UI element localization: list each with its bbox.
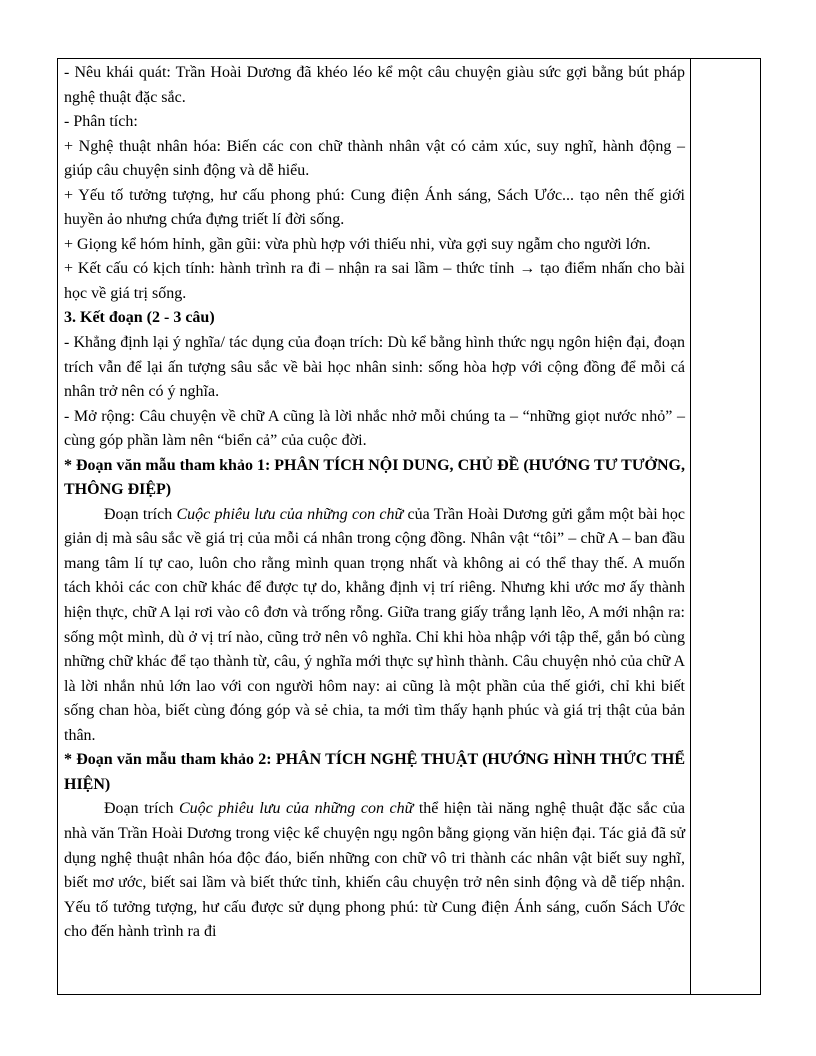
point-khang-dinh xyxy=(64,331,685,405)
point-phan-tich xyxy=(64,110,685,135)
text-run: - Mở rộng: Câu chuyện về chữ A cũng là lời nhắc nhở mỗi chúng ta – “những giọt nước nhỏ” – cùng góp phần làm nên “biển cả” của cuộc đời. xyxy=(64,407,685,450)
point-giong-ke xyxy=(64,233,685,258)
text-run: 3. Kết đoạn (2 - 3 câu) xyxy=(64,309,215,327)
text-run: - Khẳng định lại ý nghĩa/ tác dụng của đoạn trích: Dù kể bằng hình thức ngụ ngôn hiện đại, đoạn trích vẫn để lại ấn tượng sâu sắc về bài học nhân sinh: sống hòa hợp với cộng đồng để mỗi cá nhân trở nên có ý nghĩa. xyxy=(64,334,685,401)
text-run: + Yếu tố tưởng tượng, hư cấu phong phú: Cung điện Ánh sáng, Sách Ước... tạo nên thế giới huyền ảo nhưng chứa đựng triết lí đời sống. xyxy=(64,186,685,229)
point-mo-rong xyxy=(64,405,685,454)
point-nghe-thuat-nhan-hoa xyxy=(64,135,685,184)
heading-sample-1 xyxy=(64,454,685,503)
text-run: Cuộc phiêu lưu của những con chữ xyxy=(176,505,404,523)
text-run: thể hiện tài năng nghệ thuật đặc sắc của nhà văn Trần Hoài Dương trong việc kể chuyện ngụ ngôn bằng giọng văn hiện đại. Tác giả đã sử dụng nghệ thuật nhân hóa độc đáo, biến những con chữ vô tri thành các nhân vật biết suy nghĩ, biết mơ ước, biết sai lầm và biết thức tỉnh, khiến câu chuyện trở nên sinh động và dễ tiếp nhận. Yếu tố tưởng tượng, hư cấu được sử dụng phong phú: từ Cung điện Ánh sáng, cuốn Sách Ước cho đến hành trình ra đi xyxy=(64,800,686,941)
main-text-cell xyxy=(58,59,691,994)
text-run: + Kết cấu có kịch tính: hành trình ra đi – nhận ra sai lầm – thức tỉnh → tạo điểm nhấn cho bài học về giá trị sống. xyxy=(64,260,685,302)
text-run: - Nêu khái quát: Trần Hoài Dương đã khéo léo kể một câu chuyện giàu sức gợi bằng bút pháp nghệ thuật đặc sắc. xyxy=(64,64,685,106)
point-yeu-to-tuong-tuong xyxy=(64,184,685,233)
heading-sample-2 xyxy=(64,748,685,797)
heading-ket-doan xyxy=(64,306,685,331)
text-run: * Đoạn văn mẫu tham khảo 1: PHÂN TÍCH NỘI DUNG, CHỦ ĐỀ (HƯỚNG TƯ TƯỞNG, THÔNG ĐIỆP) xyxy=(64,456,685,499)
text-run: Đoạn trích xyxy=(104,800,179,818)
text-run: Cuộc phiêu lưu của những con chữ xyxy=(179,800,414,818)
content-table xyxy=(57,58,761,995)
text-run: Đoạn trích xyxy=(104,505,177,523)
text-run: + Nghệ thuật nhân hóa: Biến các con chữ thành nhân vật có cảm xúc, suy nghĩ, hành động – giúp câu chuyện sinh động và dễ hiểu. xyxy=(64,137,685,180)
text-run: của Trần Hoài Dương gửi gắm một bài học giản dị mà sâu sắc về giá trị của mỗi cá nhân trong cộng đồng. Nhân vật “tôi” – chữ A – ban đầu mang tâm lí tự cao, luôn cho rằng mình quan trọng nhất và không ai có thể thay thế. A muốn tách khỏi các con chữ khác để được tự do, khẳng định vị trí riêng. Nhưng khi ước mơ ấy thành hiện thực, chữ A lại rơi vào cô đơn và trống rỗng. Giữa trang giấy trắng lạnh lẽo, A mới nhận ra: sống một mình, dù ở vị trí nào, cũng trở nên vô nghĩa. Chỉ khi hòa nhập với tập thể, gắn bó cùng những chữ khác để tạo thành từ, câu, ý nghĩa mới thực sự hình thành. Câu chuyện nhỏ của chữ A là lời nhắn nhủ lớn lao với con người hôm nay: ai cũng là một phần của thế giới, chỉ khi biết sống chan hòa, biết cùng đóng góp và sẻ chia, ta mới tìm thấy hạnh phúc và giá trị thật của bản thân. xyxy=(64,505,686,744)
text-run: + Giọng kể hóm hỉnh, gần gũi: vừa phù hợp với thiếu nhi, vừa gợi suy ngẫm cho người lớn. xyxy=(64,235,651,253)
text-run: * Đoạn văn mẫu tham khảo 2: PHÂN TÍCH NGHỆ THUẬT (HƯỚNG HÌNH THỨC THỂ HIỆN) xyxy=(64,751,685,793)
sample-paragraph-1 xyxy=(64,503,685,748)
point-ket-cau xyxy=(64,257,685,306)
empty-margin-cell xyxy=(691,59,760,994)
sample-paragraph-2 xyxy=(64,797,685,944)
point-neu-khai-quat xyxy=(64,61,685,110)
text-run: - Phân tích: xyxy=(64,113,138,131)
